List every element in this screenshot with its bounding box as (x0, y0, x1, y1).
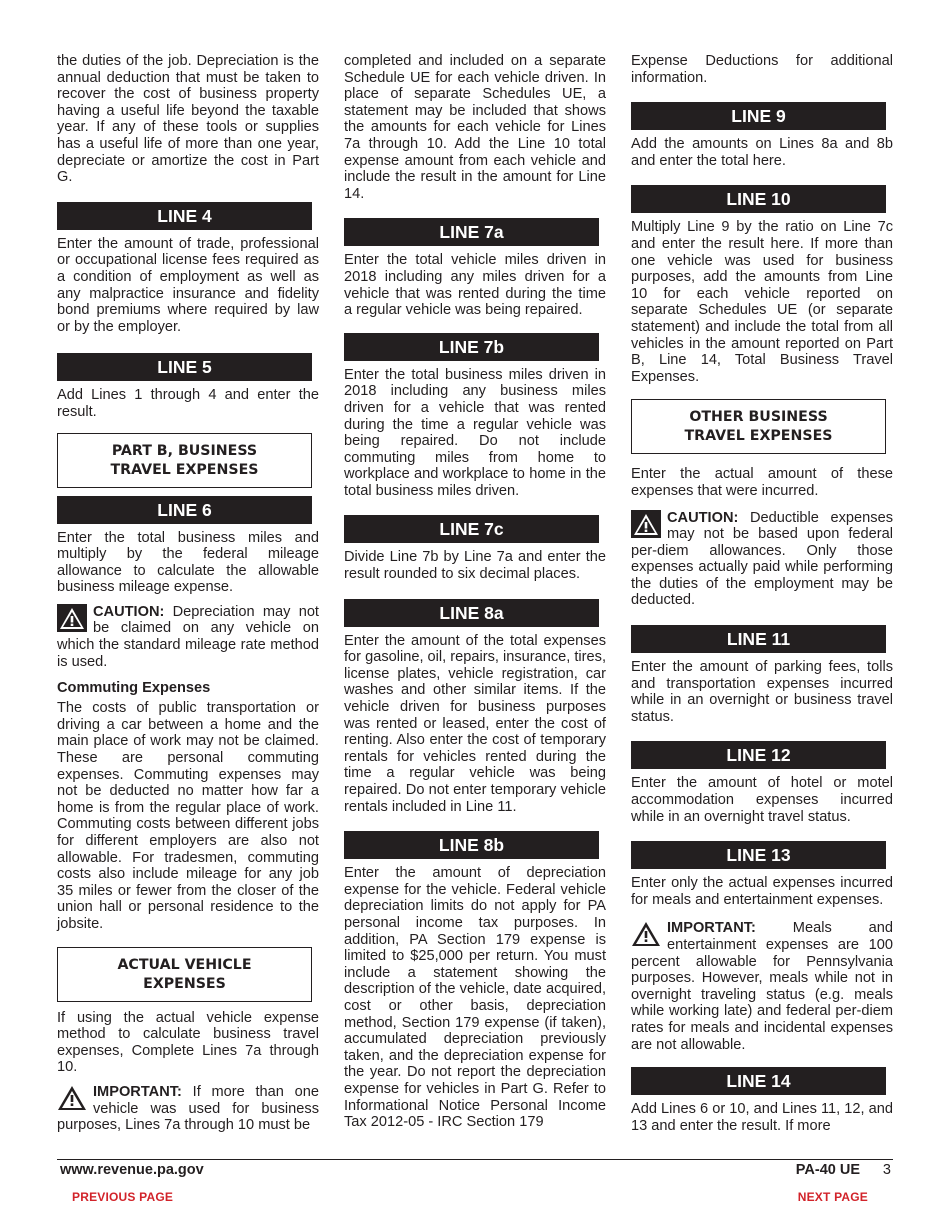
line-7a-heading: LINE 7a (344, 218, 599, 246)
line-8b-text: Enter the amount of depreciation expense for the vehicle. Federal vehicle depreciation limits do not apply for PA personal income tax purposes. In addition, PA Section 179 expense is limited to $25,000 per return. You must include a statement showing the description of the vehicle, date acquired, cost or other basis, depreciation method, Section 179 expense (if taken), accumulated depreciation previously taken, and the depreciation expense for the year. Do not report the depreciation expense for vehicles in Part G. Refer to Informational Notice Personal Income Tax 2012-05 - IRC Section 179 (344, 865, 606, 1131)
line-7c-text: Divide Line 7b by Line 7a and enter the result rounded to six decimal places. (344, 549, 606, 583)
commuting-expenses-heading: Commuting Expenses (57, 680, 211, 697)
next-page-link[interactable]: NEXT PAGE (797, 1190, 868, 1204)
col3-intro: Expense Deductions for additional information. (631, 53, 893, 86)
line-8b-heading: LINE 8b (344, 831, 599, 859)
commuting-expenses-text: The costs of public transportation or driving a car between a home and the main place of work may not be claimed. These are personal commuting expenses. Commuting expenses may not be deducted no matter how far a home is from the regular place of work. Commuting costs between different jobs for different employers are also not allowable. For tradesmen, commuting costs also include mileage for any job 35 miles or fewer from the closer of the union hall or personal residence to the jobsite. (57, 700, 319, 932)
important-multiple-vehicles (57, 1084, 319, 1134)
column-3 (631, 53, 893, 1134)
actual-vehicle-text: If using the actual vehicle expense method to calculate business travel expenses, Complete Lines 7a through 10. (57, 1009, 319, 1076)
line-5-text: Add Lines 1 through 4 and enter the result. (57, 387, 319, 420)
caution-label: CAUTION: (93, 603, 165, 620)
column-1 (57, 53, 319, 1134)
actual-vehicle-heading-box (57, 947, 312, 1002)
col2-intro: completed and included on a separate Schedule UE for each vehicle driven. In place of separate Schedules UE, a statement may be included that shows the amounts for each vehicle for Lines 7a through 10. Add the Line 10 total expense amount from each vehicle and include the result in the amount for Line 14. (344, 53, 606, 202)
footer-page-number: 3 (882, 1162, 891, 1178)
line-5-heading: LINE 5 (57, 353, 312, 381)
line-4-text: Enter the amount of trade, professional or occupational license fees required as a condition of employment as well as any malpractice insurance and fidelity bond premiums where required by law or by the employer. (57, 235, 319, 335)
part-b-heading-box (57, 433, 312, 488)
column-2 (344, 53, 606, 1131)
footer-form-name: PA-40 UE (795, 1162, 860, 1178)
other-business-heading-line-2: TRAVEL EXPENSES (684, 428, 833, 445)
caution-depreciation (57, 604, 319, 670)
warning-triangle-icon (57, 604, 87, 632)
line-7b-text: Enter the total business miles driven in 2018 including any business miles driven for a vehicle that was rented during the time a regular vehicle was being repaired. Do not include commuting miles from home to workplace and workplace to home in the total business miles driven. (344, 366, 606, 499)
warning-triangle-icon (631, 510, 661, 538)
line-7a-text: Enter the total vehicle miles driven in 2018 including any miles driven for a vehicle that was rented during the time a regular vehicle was being repaired. (344, 252, 606, 319)
footer-website[interactable]: www.revenue.pa.gov (60, 1162, 204, 1178)
other-business-heading-box (631, 399, 886, 454)
important-text: Meals and entertainment expenses are 100 percent allowable for Pennsylvania purposes. However, meals while not in overnight traveling status (e.g. meals while working late) and federal per-diem rates for meals and incidental expenses are not allowable. (631, 920, 893, 1053)
caution-per-diem (631, 510, 893, 610)
important-text: If more than one vehicle was used for business purposes, Lines 7a through 10 must be (57, 1083, 319, 1134)
important-label: IMPORTANT: (667, 920, 756, 937)
line-12-heading: LINE 12 (631, 741, 886, 769)
actual-vehicle-heading-line-1: ACTUAL VEHICLE (117, 956, 252, 973)
important-label: IMPORTANT: (93, 1083, 182, 1100)
other-business-heading-line-1: OTHER BUSINESS (689, 409, 828, 426)
other-business-text: Enter the actual amount of these expenses that were incurred. (631, 466, 893, 499)
line-7b-heading: LINE 7b (344, 333, 599, 361)
important-meals (631, 920, 893, 1053)
line-14-heading: LINE 14 (631, 1067, 886, 1095)
line-9-heading: LINE 9 (631, 102, 886, 130)
line-10-text: Multiply Line 9 by the ratio on Line 7c and enter the result here. If more than one vehicle was used for business purposes, add the amounts from Line 10 for each vehicle reported on separate Schedules UE (or separate statement) and include the total from all vehicles in the amount reported on Part B, Line 14, Total Business Travel Expenses. (631, 219, 893, 385)
line-13-text: Enter only the actual expenses incurred for meals and entertainment expenses. (631, 875, 893, 908)
warning-triangle-icon (631, 920, 661, 948)
line-11-text: Enter the amount of parking fees, tolls and transportation expenses incurred while in an overnight or business travel status. (631, 659, 893, 725)
caution-label: CAUTION: (667, 509, 739, 526)
actual-vehicle-heading-line-2: EXPENSES (143, 975, 226, 992)
line-12-text: Enter the amount of hotel or motel accommodation expenses incurred while in an overnight travel status. (631, 775, 893, 825)
part-b-heading-line-1: PART B, BUSINESS (111, 442, 258, 459)
line-13-heading: LINE 13 (631, 841, 886, 869)
warning-triangle-icon (57, 1084, 87, 1112)
line-11-heading: LINE 11 (631, 625, 886, 653)
part-b-heading-line-2: TRAVEL EXPENSES (110, 461, 259, 478)
caution-text: Depreciation may not be claimed on any vehicle on which the standard mileage rate method is used. (57, 603, 319, 670)
caution-text: Deductible expenses may not be based upon federal per-diem allowances. Only those expenses actually paid while performing the duties of the employment may be deducted. (631, 509, 893, 609)
previous-page-link[interactable]: PREVIOUS PAGE (72, 1190, 174, 1204)
col1-intro: the duties of the job. Depreciation is the annual deduction that must be taken to recover the cost of business property having a useful life beyond the taxable year. If any of these tools or supplies has a useful life of more than one year, depreciate or amortize the cost in Part G. (57, 53, 319, 186)
line-4-heading: LINE 4 (57, 202, 312, 230)
line-6-heading: LINE 6 (57, 496, 312, 524)
line-8a-text: Enter the amount of the total expenses for gasoline, oil, repairs, insurance, tires, license plates, vehicle registration, car washes and other similar items. If the vehicle driven for business purposes was rented or leased, enter the cost of renting. Also enter the cost of temporary rentals for vehicles rented during the time a regular vehicle was being repaired. Do not enter temporary vehicle rentals included in Line 11. (344, 632, 606, 815)
line-9-text: Add the amounts on Lines 8a and 8b and enter the total here. (631, 136, 893, 169)
footer-divider (57, 1159, 893, 1160)
line-7c-heading: LINE 7c (344, 515, 599, 543)
line-8a-heading: LINE 8a (344, 599, 599, 627)
line-14-text: Add Lines 6 or 10, and Lines 11, 12, and 13 and enter the result. If more (631, 1101, 893, 1134)
line-6-text: Enter the total business miles and multiply by the federal mileage allowance to calculate the allowable business mileage expense. (57, 529, 319, 596)
line-10-heading: LINE 10 (631, 185, 886, 213)
